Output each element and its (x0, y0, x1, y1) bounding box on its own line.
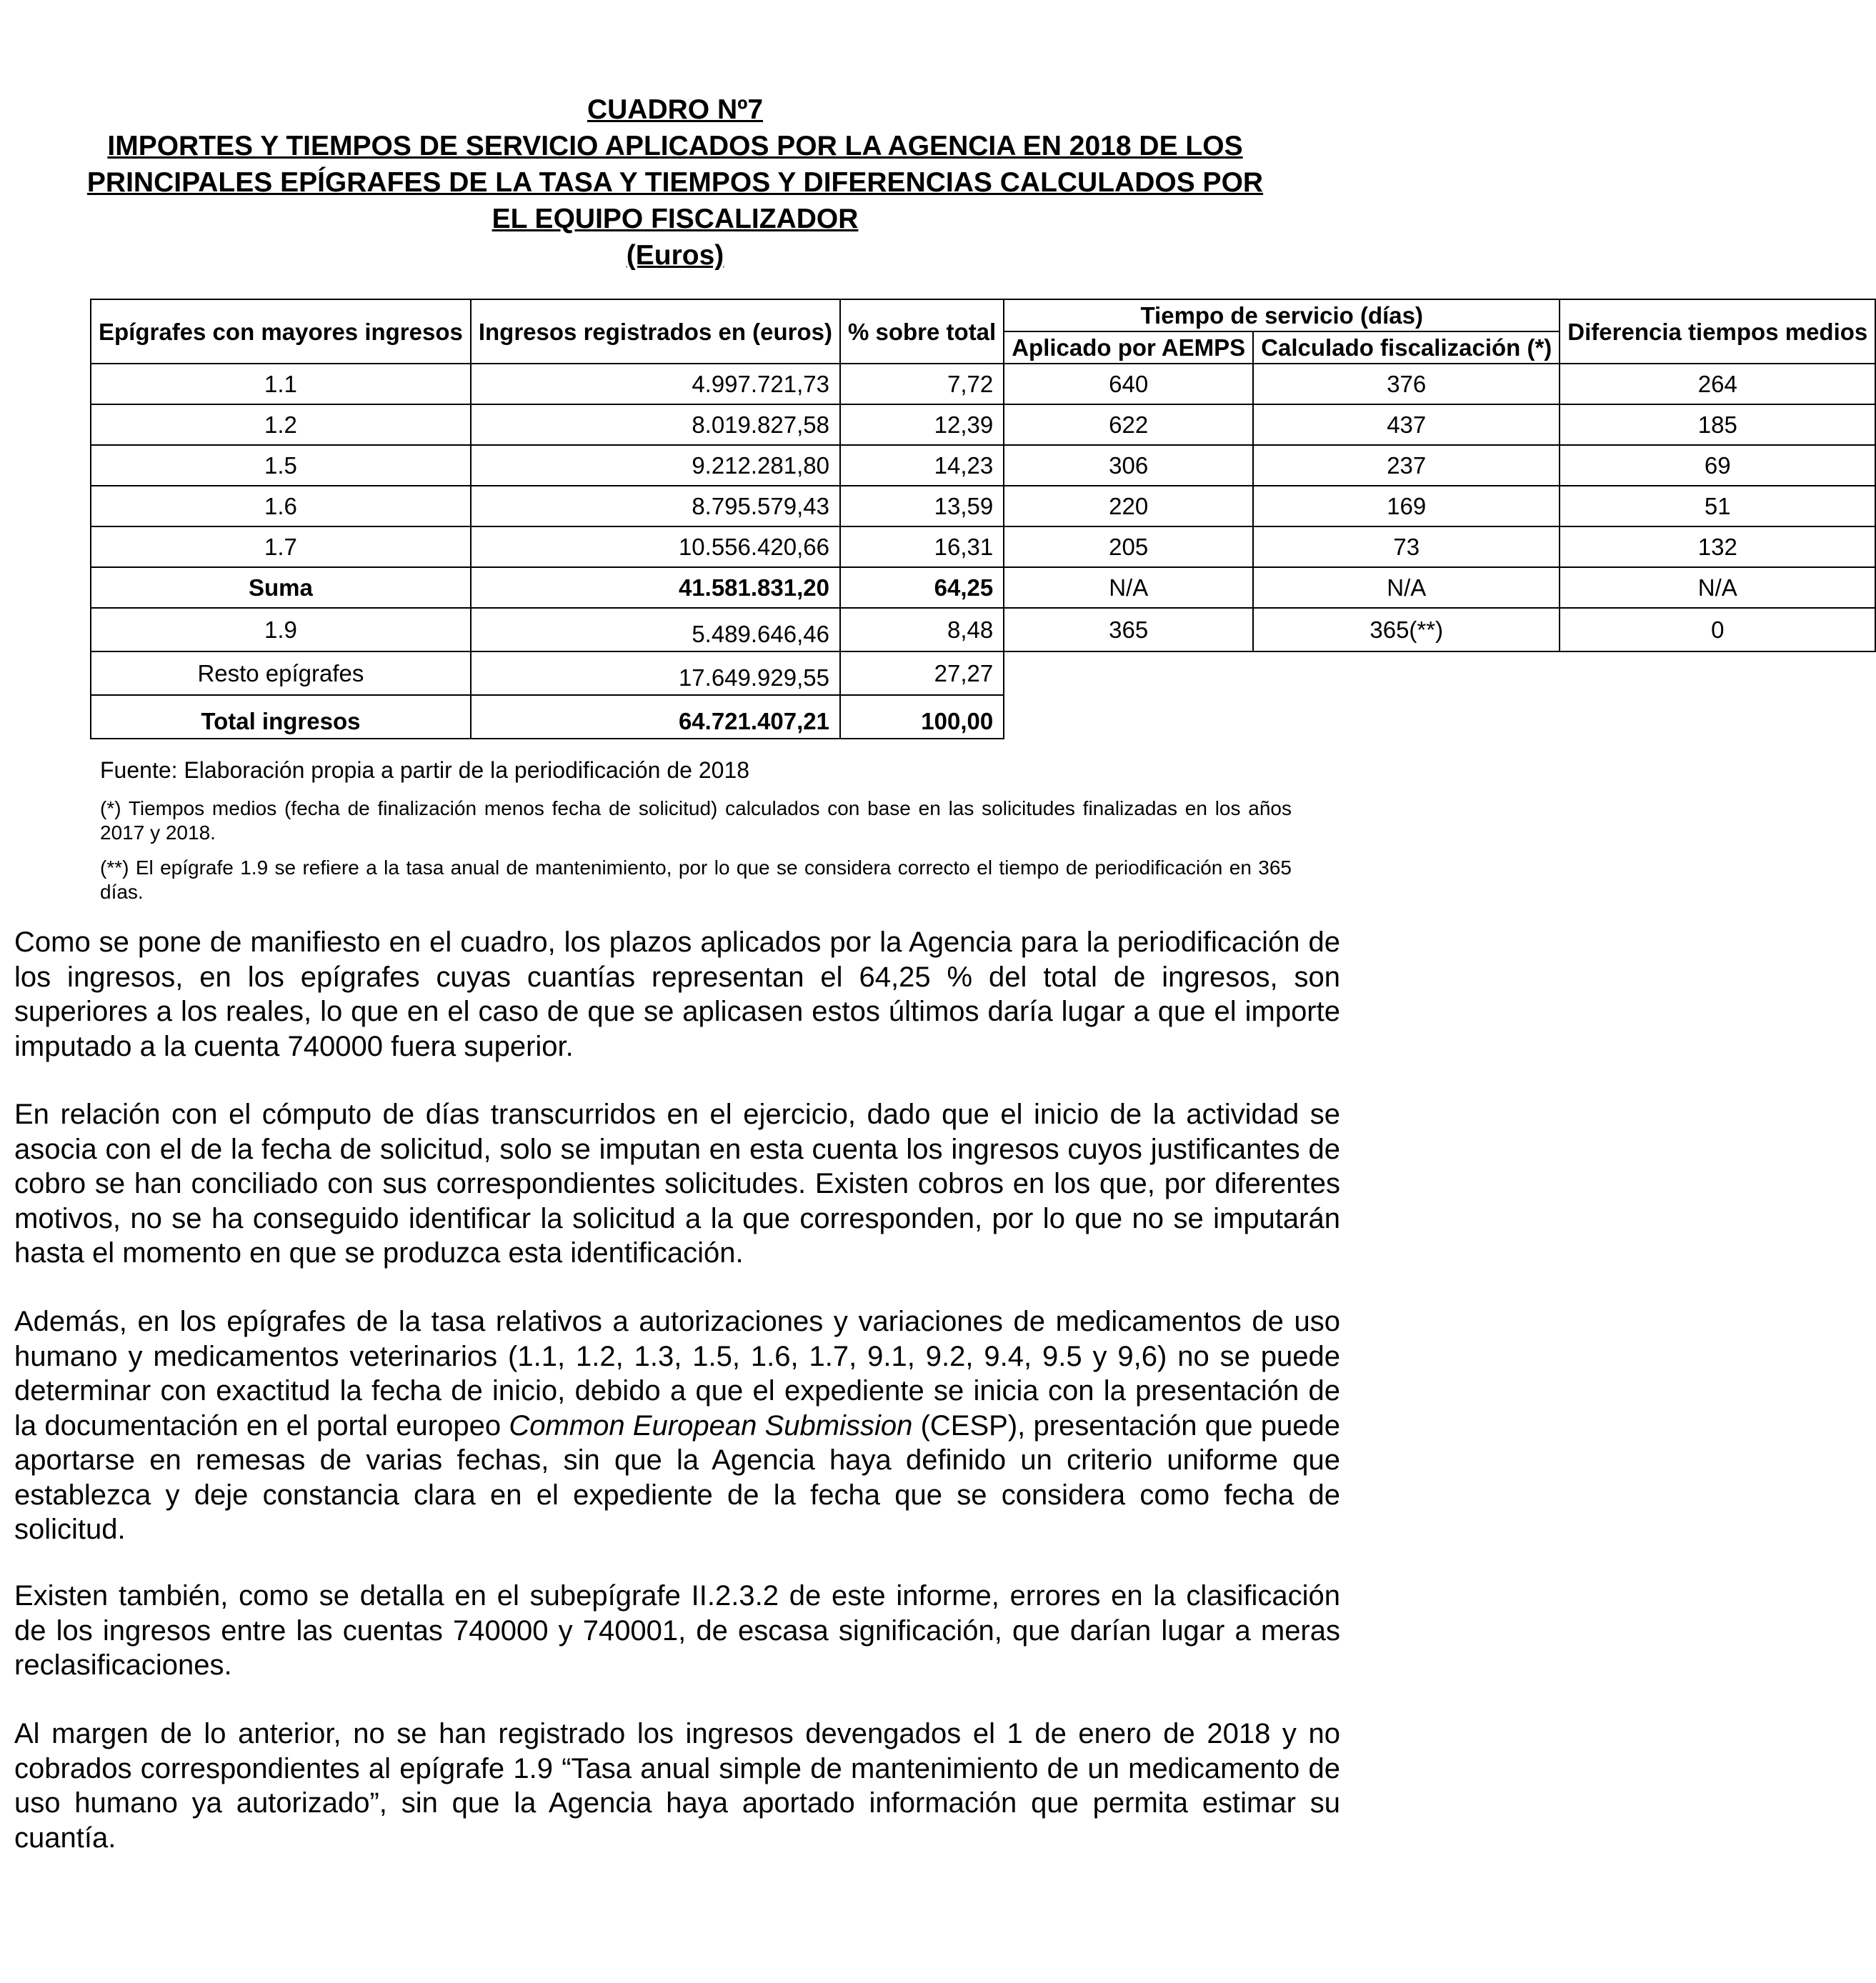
cell-ingresos: 8.019.827,58 (471, 404, 840, 445)
cell-aplicado: 306 (1004, 445, 1253, 486)
footnote-2: (**) El epígrafe 1.9 se refiere a la tasa anual de mantenimiento, por lo que se considera correcto el tiempo de periodificación en 365 días. (100, 856, 1292, 903)
cell-diferencia: 51 (1560, 486, 1875, 526)
cell-calculado: 237 (1253, 445, 1560, 486)
cell-calculado: 365(**) (1253, 608, 1560, 651)
footnote-1: (*) Tiempos medios (fecha de finalización menos fecha de solicitud) calculados con base en las solicitudes finalizadas en los años 2017 y 2018. (100, 797, 1292, 844)
cell-aplicado: 640 (1004, 364, 1253, 404)
paragraph-3-italic: Common European Submission (509, 1409, 913, 1442)
cell-epigrafe: 1.5 (91, 445, 471, 486)
title-line-2: IMPORTES Y TIEMPOS DE SERVICIO APLICADOS POR LA AGENCIA EN 2018 DE LOS (107, 131, 1243, 161)
cell-resto-label: Resto epígrafes (91, 651, 471, 695)
cell-pct: 14,23 (840, 445, 1004, 486)
cell-pct: 8,48 (840, 608, 1004, 651)
cell-diferencia: 185 (1560, 404, 1875, 445)
cell-pct: 7,72 (840, 364, 1004, 404)
table-title (0, 91, 1350, 274)
cell-calculado: 169 (1253, 486, 1560, 526)
table-row (91, 526, 1875, 567)
paragraph-3-part-b: (CESP), presentación que puede aportarse en remesas de varias fechas, sin que la Agencia haya definido un criterio uniforme que establezca y deje constancia clara en el expediente de la fecha que se considera como fecha de solicitud. (14, 1409, 1340, 1545)
cell-ingresos: 10.556.420,66 (471, 526, 840, 567)
cell-pct: 16,31 (840, 526, 1004, 567)
cell-resto-ingresos: 17.649.929,55 (471, 651, 840, 695)
cell-ingresos: 9.212.281,80 (471, 445, 840, 486)
title-line-5: (Euros) (626, 240, 724, 271)
paragraph-5: Al margen de lo anterior, no se han registrado los ingresos devengados el 1 de enero de 2018 y no cobrados correspondientes al epígrafe 1.9 “Tasa anual simple de mantenimiento de un medicamento de uso humano ya autorizado”, sin que la Agencia haya aportado información que permita estimar su cuantía. (14, 1718, 1340, 1854)
cell-calculado: 73 (1253, 526, 1560, 567)
header-tiempo-servicio: Tiempo de servicio (días) (1004, 299, 1560, 331)
cell-calculado: 437 (1253, 404, 1560, 445)
cell-diferencia: 264 (1560, 364, 1875, 404)
cell-epigrafe: 1.2 (91, 404, 471, 445)
table-row (91, 404, 1875, 445)
header-ingresos: Ingresos registrados en (euros) (471, 299, 840, 364)
header-calculado: Calculado fiscalización (*) (1253, 331, 1560, 364)
cell-ingresos: 5.489.646,46 (471, 608, 840, 651)
suma-row (91, 567, 1875, 608)
header-diferencia: Diferencia tiempos medios (1560, 299, 1875, 364)
total-row (91, 695, 1875, 739)
cell-aplicado: 220 (1004, 486, 1253, 526)
paragraph-3-part-a: Además, en los epígrafes de la tasa relativos a autorizaciones y variaciones de medicamentos de uso humano y medicamentos veterinarios (1.1, 1.2, 1.3, 1.5, 1.6, 1.7, 9.1, 9.2, 9.4, 9.5 y 9,6) no se puede determinar con exactitud la fecha de inicio, debido a que el expediente se inicia con la presentación de la documentación en el portal europeo (14, 1306, 1340, 1442)
cell-aplicado: 205 (1004, 526, 1253, 567)
table-row (91, 445, 1875, 486)
cell-suma-aplicado: N/A (1004, 567, 1253, 608)
paragraph-2: En relación con el cómputo de días transcurridos en el ejercicio, dado que el inicio de la actividad se asocia con el de la fecha de solicitud, solo se imputan en esta cuenta los ingresos cuyos justificantes de cobro se han conciliado con sus correspondientes solicitudes. Existen cobros en los que, por diferentes motivos, no se ha conseguido identificar la solicitud a la que corresponden, por lo que no se imputarán hasta el momento en que se produzca esta identificación. (14, 1099, 1340, 1269)
cell-epigrafe: 1.9 (91, 608, 471, 651)
cell-pct: 12,39 (840, 404, 1004, 445)
table-row (91, 608, 1875, 651)
cell-ingresos: 8.795.579,43 (471, 486, 840, 526)
title-line-1: CUADRO Nº7 (587, 94, 764, 125)
title-line-4: EL EQUIPO FISCALIZADOR (492, 204, 859, 234)
header-aplicado: Aplicado por AEMPS (1004, 331, 1253, 364)
cell-diferencia: 132 (1560, 526, 1875, 567)
paragraph-3 (14, 1304, 1340, 1547)
title-line-3: PRINCIPALES EPÍGRAFES DE LA TASA Y TIEMPOS Y DIFERENCIAS CALCULADOS POR (86, 167, 1264, 198)
cell-aplicado: 365 (1004, 608, 1253, 651)
cell-suma-label: Suma (91, 567, 471, 608)
cell-suma-pct: 64,25 (840, 567, 1004, 608)
cell-ingresos: 4.997.721,73 (471, 364, 840, 404)
cell-suma-diferencia: N/A (1560, 567, 1875, 608)
cell-epigrafe: 1.6 (91, 486, 471, 526)
cuadro-7-table (90, 299, 1876, 739)
cell-diferencia: 0 (1560, 608, 1875, 651)
cell-resto-pct: 27,27 (840, 651, 1004, 695)
cell-total-pct: 100,00 (840, 695, 1004, 739)
header-epigrafes: Epígrafes con mayores ingresos (91, 299, 471, 364)
cell-total-ingresos: 64.721.407,21 (471, 695, 840, 739)
table-source: Fuente: Elaboración propia a partir de la periodificación de 2018 (100, 757, 750, 783)
paragraph-4: Existen también, como se detalla en el subepígrafe II.2.3.2 de este informe, errores en la clasificación de los ingresos entre las cuentas 740000 y 740001, de escasa significación, que darían lugar a meras reclasificaciones. (14, 1580, 1340, 1681)
table-row (91, 364, 1875, 404)
cell-calculado: 376 (1253, 364, 1560, 404)
cell-epigrafe: 1.1 (91, 364, 471, 404)
table-row (91, 486, 1875, 526)
paragraph-1: Como se pone de manifiesto en el cuadro, los plazos aplicados por la Agencia para la periodificación de los ingresos, en los epígrafes cuyas cuantías representan el 64,25 % del total de ingresos, son superiores a los reales, lo que en el caso de que se aplicasen estos últimos daría lugar a que el importe imputado a la cuenta 740000 fuera superior. (14, 926, 1340, 1062)
cell-suma-ingresos: 41.581.831,20 (471, 567, 840, 608)
resto-row (91, 651, 1875, 695)
cell-diferencia: 69 (1560, 445, 1875, 486)
cell-aplicado: 622 (1004, 404, 1253, 445)
cell-pct: 13,59 (840, 486, 1004, 526)
cell-epigrafe: 1.7 (91, 526, 471, 567)
cell-suma-calculado: N/A (1253, 567, 1560, 608)
header-porcentaje: % sobre total (840, 299, 1004, 364)
cell-total-label: Total ingresos (91, 695, 471, 739)
